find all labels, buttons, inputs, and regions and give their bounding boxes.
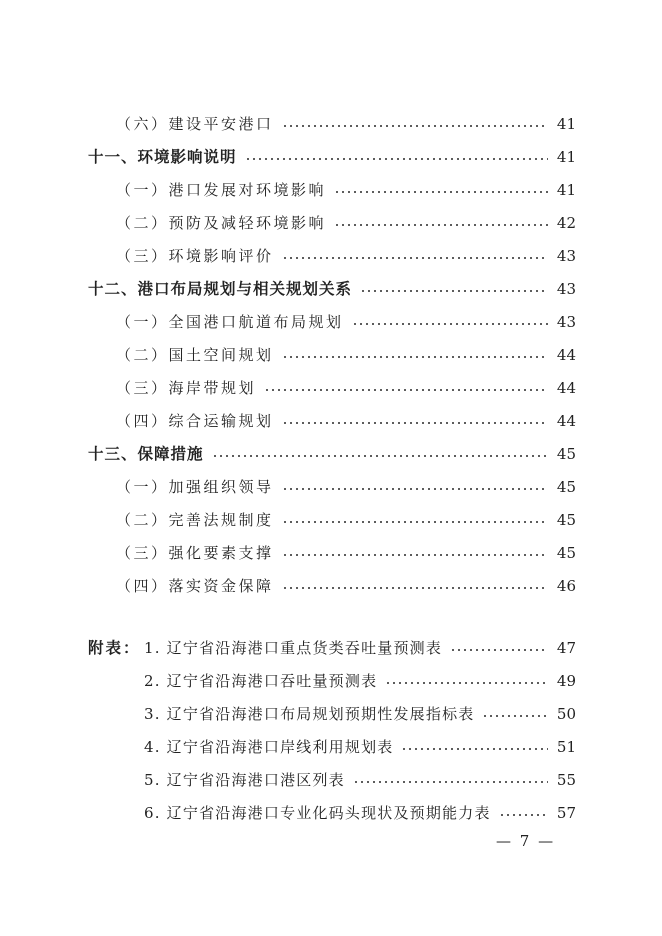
dot-leader — [282, 521, 548, 523]
appendix-entry[interactable] — [144, 669, 576, 693]
toc-heading-page: 41 — [556, 148, 576, 166]
toc-entry-title: （三）强化要素支撑 — [116, 544, 274, 562]
toc-entry-title: （一）加强组织领导 — [116, 478, 274, 496]
appendix-entry[interactable] — [144, 702, 576, 726]
page-number: — 7 — — [496, 832, 556, 850]
dot-leader — [450, 649, 548, 651]
toc-entry-title: （二）预防及减轻环境影响 — [116, 214, 327, 232]
dot-leader — [282, 125, 548, 127]
appendix-entry[interactable] — [144, 636, 576, 660]
dot-leader — [334, 224, 548, 226]
toc-heading-page: 45 — [556, 445, 576, 463]
toc-entry-page: 41 — [556, 115, 576, 133]
toc-entry-page: 44 — [556, 346, 576, 364]
toc-entry[interactable] — [116, 211, 576, 235]
toc-entry-title: （四）综合运输规划 — [116, 412, 274, 430]
toc-heading-title: 十一、环境影响说明 — [88, 148, 237, 166]
toc-heading[interactable] — [88, 145, 576, 169]
toc-entry-page: 43 — [556, 247, 576, 265]
toc-entry[interactable] — [116, 475, 576, 499]
toc-heading-title: 十三、保障措施 — [88, 445, 204, 463]
toc-entry-page: 45 — [556, 511, 576, 529]
toc-entry[interactable] — [116, 508, 576, 532]
toc-entry-title: （三）海岸带规划 — [116, 379, 257, 397]
dot-leader — [385, 682, 548, 684]
dot-leader — [482, 715, 548, 717]
appendix-entry-title: 2. 辽宁省沿海港口吞吐量预测表 — [144, 672, 378, 690]
dot-leader — [282, 554, 548, 556]
toc-entry-title: （二）完善法规制度 — [116, 511, 274, 529]
toc-entry[interactable] — [116, 574, 576, 598]
appendix-entry-title: 3. 辽宁省沿海港口布局规划预期性发展指标表 — [144, 705, 475, 723]
toc-entry-title: （三）环境影响评价 — [116, 247, 274, 265]
toc-entry[interactable] — [116, 343, 576, 367]
toc-entry-page: 45 — [556, 478, 576, 496]
appendix-entry-page: 49 — [556, 672, 576, 690]
toc-entry-title: （一）全国港口航道布局规划 — [116, 313, 344, 331]
toc-entry-page: 46 — [556, 577, 576, 595]
dot-leader — [352, 323, 548, 325]
dot-leader — [401, 748, 548, 750]
dot-leader — [353, 781, 548, 783]
toc-entry-page: 44 — [556, 412, 576, 430]
toc-entry[interactable] — [116, 541, 576, 565]
appendix-entry[interactable] — [144, 735, 576, 759]
appendix-entry-title: 4. 辽宁省沿海港口岸线利用规划表 — [144, 738, 394, 756]
toc-entry[interactable] — [116, 376, 576, 400]
toc-heading-title: 十二、港口布局规划与相关规划关系 — [88, 280, 353, 298]
appendix-entry-title: 5. 辽宁省沿海港口港区列表 — [144, 771, 345, 789]
appendix-entry-page: 47 — [556, 639, 576, 657]
toc-entry-title: （一）港口发展对环境影响 — [116, 181, 327, 199]
toc-entry-title: （六）建设平安港口 — [116, 115, 274, 133]
toc-entry-page: 43 — [556, 313, 576, 331]
dot-leader — [264, 389, 548, 391]
dot-leader — [499, 814, 548, 816]
toc-entry-title: （四）落实资金保障 — [116, 577, 274, 595]
toc-heading-page: 43 — [556, 280, 576, 298]
appendix-entry-title: 6. 辽宁省沿海港口专业化码头现状及预期能力表 — [144, 804, 491, 822]
toc-entry[interactable] — [116, 178, 576, 202]
appendix-entry-page: 51 — [556, 738, 576, 756]
toc-entry[interactable] — [116, 310, 576, 334]
appendix-entry-page: 50 — [556, 705, 576, 723]
dot-leader — [212, 455, 548, 457]
dot-leader — [334, 191, 548, 193]
toc-entry-page: 42 — [556, 214, 576, 232]
toc-heading[interactable] — [88, 277, 576, 301]
appendix-entry[interactable] — [144, 801, 576, 825]
dot-leader — [360, 290, 548, 292]
toc-entry-page: 45 — [556, 544, 576, 562]
toc-entry[interactable] — [116, 112, 576, 136]
dot-leader — [282, 488, 548, 490]
dot-leader — [282, 257, 548, 259]
toc-entry[interactable] — [116, 244, 576, 268]
appendix-entry[interactable] — [144, 768, 576, 792]
dot-leader — [282, 587, 548, 589]
toc-heading[interactable] — [88, 442, 576, 466]
toc-entry[interactable] — [116, 409, 576, 433]
appendix-entry-page: 55 — [556, 771, 576, 789]
dot-leader — [282, 422, 548, 424]
dot-leader — [245, 158, 548, 160]
dot-leader — [282, 356, 548, 358]
appendix-entry-page: 57 — [556, 804, 576, 822]
toc-entry-page: 41 — [556, 181, 576, 199]
toc-entry-title: （二）国土空间规划 — [116, 346, 274, 364]
appendix-entry-title: 1. 辽宁省沿海港口重点货类吞吐量预测表 — [144, 639, 443, 657]
toc-entry-page: 44 — [556, 379, 576, 397]
appendix-label: 附表： — [88, 639, 141, 657]
